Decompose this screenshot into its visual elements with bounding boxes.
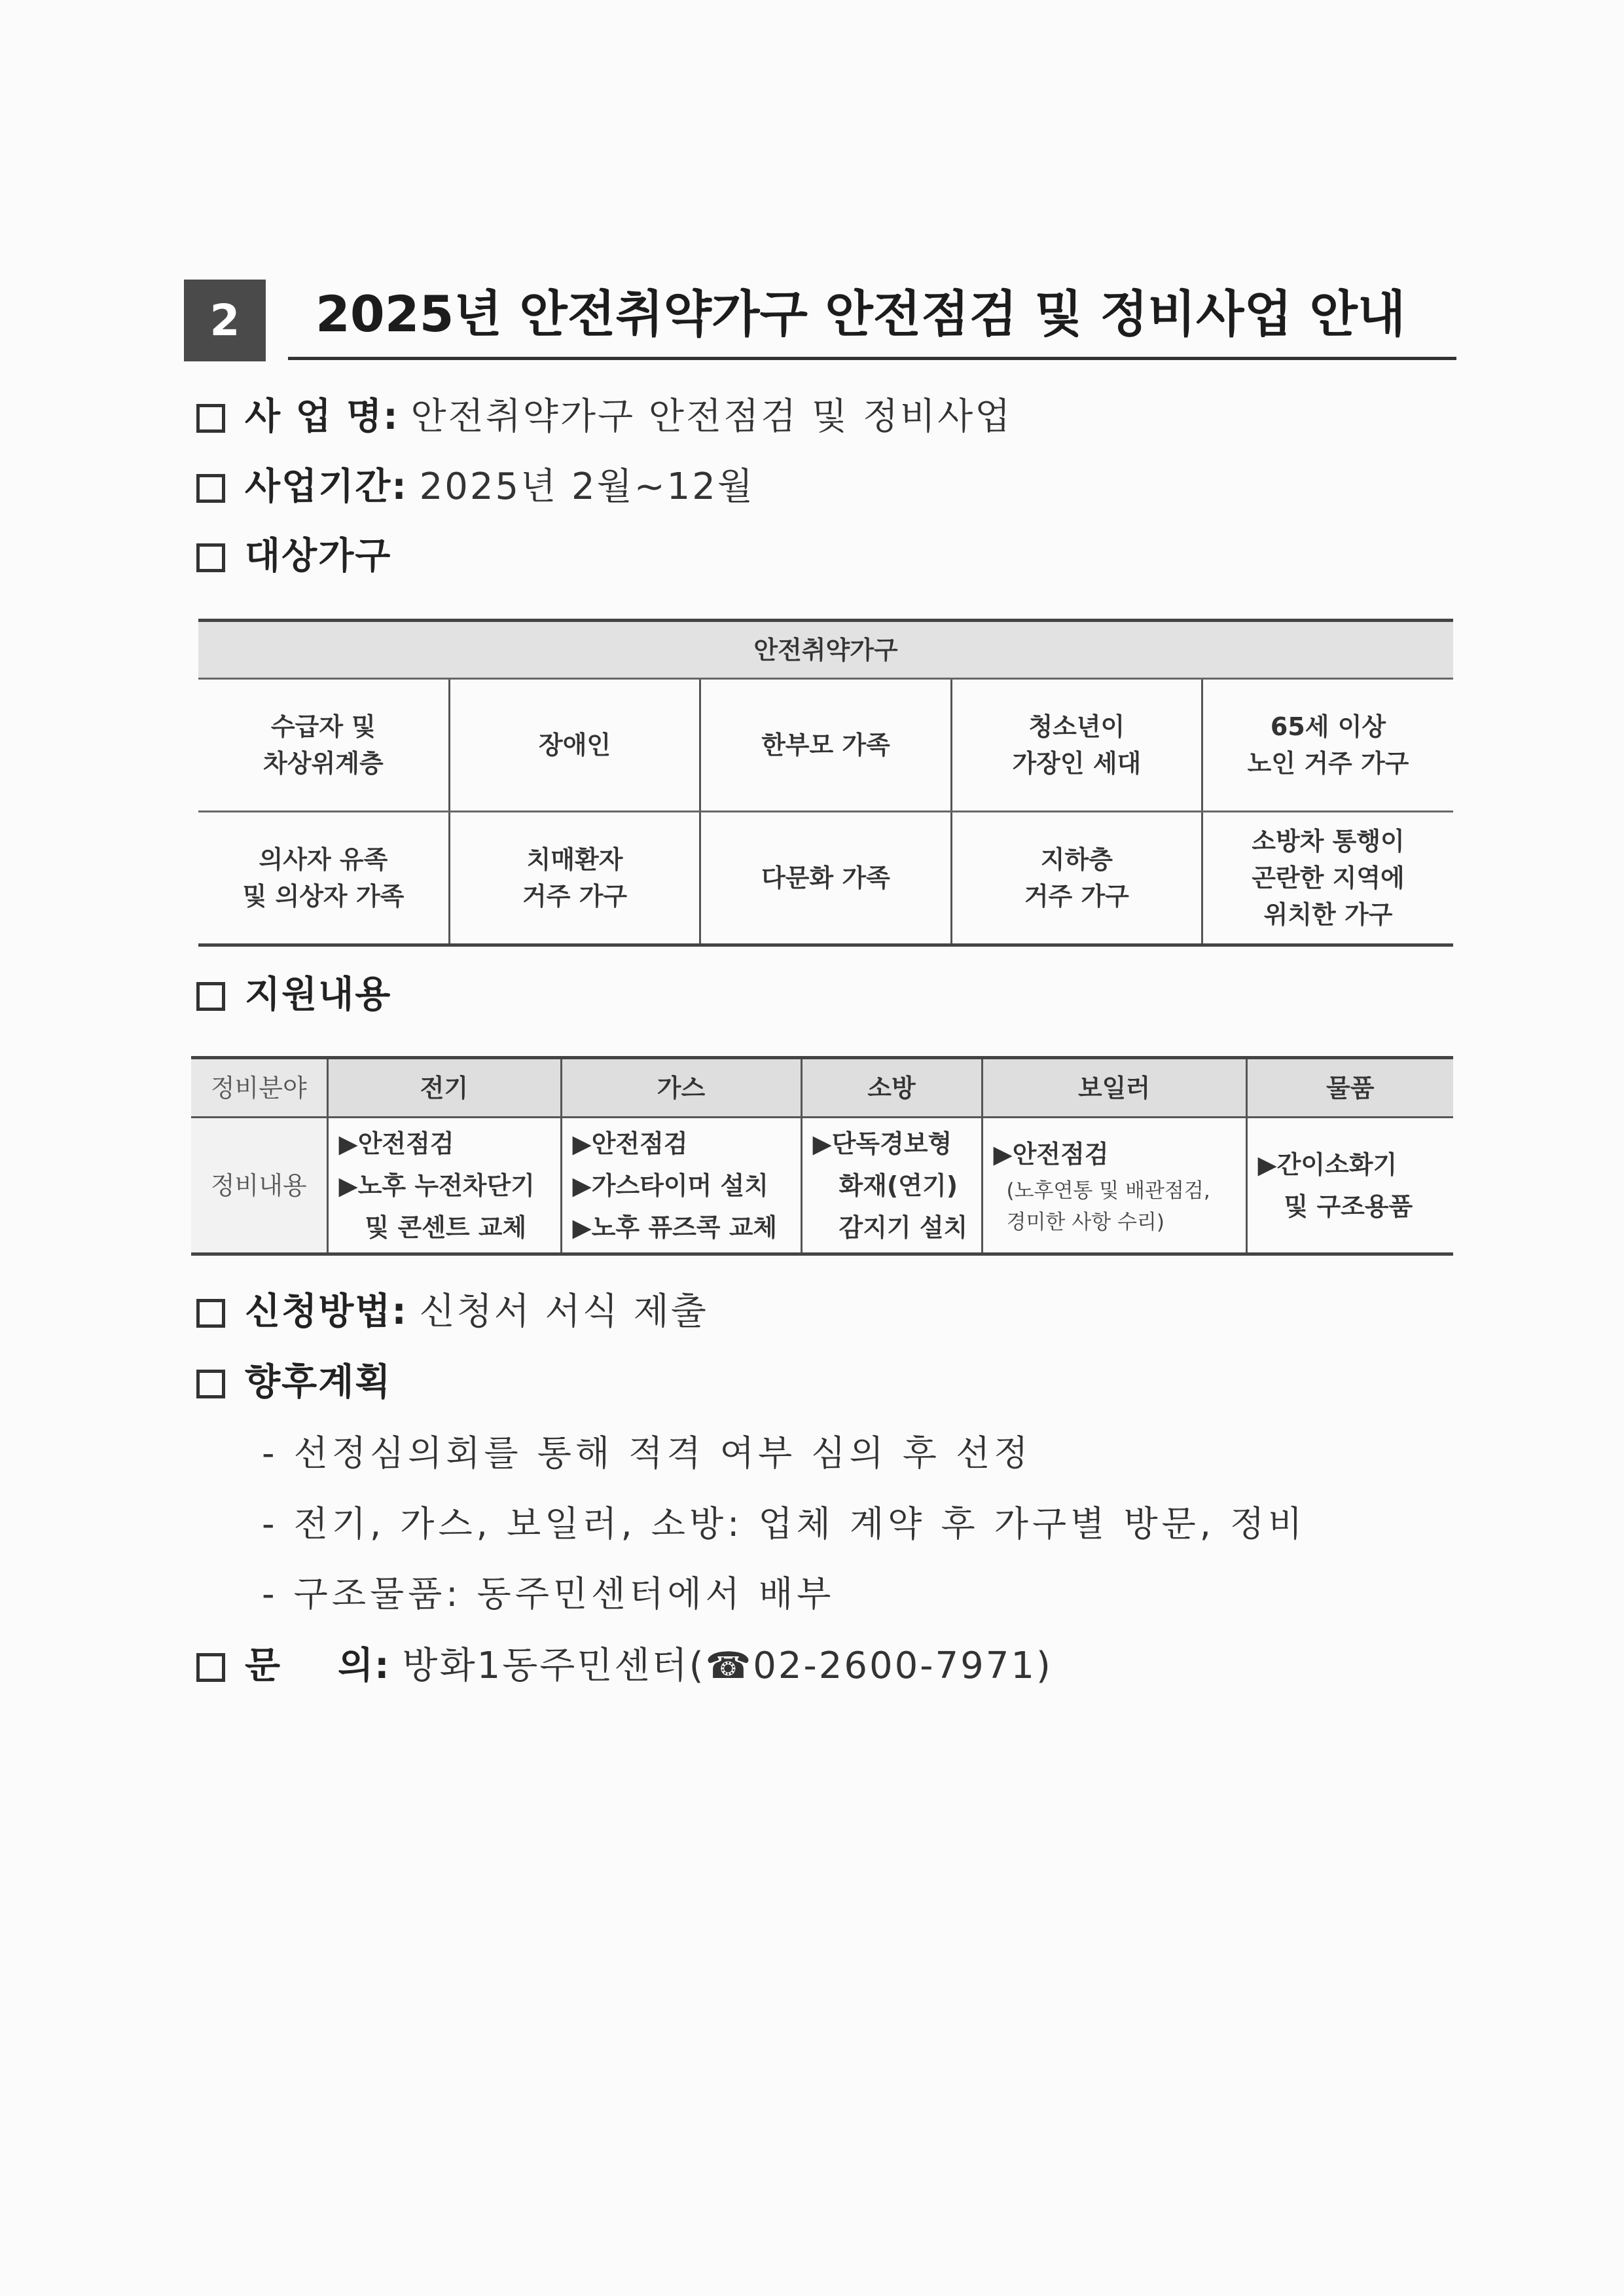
cell-text: 차상위계층	[263, 749, 384, 778]
cell-text: 65세 이상	[1270, 712, 1386, 741]
table-row	[198, 812, 1453, 945]
project-name-line	[196, 391, 1012, 443]
field-boiler: 보일러	[982, 1058, 1246, 1118]
table-cell	[198, 679, 449, 812]
table-cell	[951, 812, 1202, 945]
cell-text: 치매환자	[526, 845, 623, 874]
cell-text: 의사자 유족	[259, 845, 388, 874]
checkbox-icon	[196, 474, 225, 503]
period-label: 사업기간:	[245, 465, 408, 508]
cell-text: 및 의상자 가족	[242, 882, 405, 911]
cell-text: 청소년이	[1028, 712, 1125, 741]
table-cell	[700, 679, 951, 812]
cell-text: 거주 가구	[522, 882, 628, 911]
apply-value: 신청서 서식 제출	[419, 1290, 708, 1333]
period-value: 2025년 2월~12월	[419, 465, 755, 508]
cell-text: 가장인 세대	[1012, 749, 1142, 778]
title-underline	[288, 357, 1456, 360]
content-gas: ▶안전점검 ▶가스타이머 설치 ▶노후 퓨즈콕 교체	[561, 1118, 801, 1254]
target-households-table	[198, 619, 1453, 947]
checkbox-icon	[196, 404, 225, 433]
cell-text: 지하층	[1040, 845, 1113, 874]
checkbox-icon	[196, 1653, 225, 1682]
content-goods: ▶간이소화기 및 구조용품	[1246, 1118, 1453, 1254]
support-line	[196, 969, 391, 1021]
project-name-label: 사 업 명:	[245, 395, 399, 438]
table-row	[198, 679, 1453, 812]
target-line	[196, 530, 391, 583]
plan-item: - 전기, 가스, 보일러, 소방: 업체 계약 후 가구별 방문, 정비	[262, 1503, 1307, 1544]
plan-label: 향후계획	[245, 1361, 392, 1404]
table-cell	[1202, 812, 1453, 945]
cell-text: 노인 거주 가구	[1247, 749, 1409, 778]
table-cell	[449, 679, 700, 812]
apply-line	[196, 1286, 708, 1338]
plan-item: - 구조물품: 동주민센터에서 배부	[262, 1573, 835, 1614]
checkbox-icon	[196, 543, 225, 572]
checkbox-icon	[196, 1299, 225, 1328]
project-name-value: 안전취약가구 안전점검 및 정비사업	[410, 395, 1013, 438]
apply-label: 신청방법:	[245, 1290, 408, 1333]
support-label: 지원내용	[245, 974, 392, 1016]
table-cell	[700, 812, 951, 945]
inquiry-value: 방화1동주민센터(☎02-2600-7971)	[402, 1645, 1053, 1687]
plan-line	[196, 1357, 391, 1409]
cell-text: 곤란한 지역에	[1252, 864, 1405, 892]
table-row	[191, 1118, 1453, 1254]
field-goods: 물품	[1246, 1058, 1453, 1118]
cell-text: 한부모 가족	[761, 731, 890, 759]
content-boiler: ▶안전점검 (노후연통 및 배관점검, 경미한 사항 수리)	[982, 1118, 1246, 1254]
target-table-header: 안전취약가구	[198, 621, 1453, 679]
cell-text: 장애인	[539, 731, 611, 759]
field-gas: 가스	[561, 1058, 801, 1118]
support-content-table	[191, 1056, 1453, 1256]
field-fire: 소방	[801, 1058, 982, 1118]
table-cell	[951, 679, 1202, 812]
page-title: 2025년 안전취약가구 안전점검 및 정비사업 안내	[316, 285, 1406, 343]
plan-item: - 선정심의회를 통해 적격 여부 심의 후 선정	[262, 1432, 1032, 1474]
table-cell	[1202, 679, 1453, 812]
inquiry-label: 문 의:	[245, 1645, 391, 1687]
content-fire: ▶단독경보형 화재(연기) 감지기 설치	[801, 1118, 982, 1254]
cell-text: 위치한 가구	[1263, 900, 1393, 929]
inquiry-line	[196, 1640, 1053, 1692]
cell-text: 거주 가구	[1024, 882, 1129, 911]
content-electric: ▶안전점검 ▶노후 누전차단기 및 콘센트 교체	[327, 1118, 561, 1254]
cell-text: 다문화 가족	[761, 864, 890, 892]
table-cell	[198, 812, 449, 945]
period-line	[196, 461, 755, 513]
field-row-label: 정비분야	[191, 1058, 327, 1118]
section-number-badge: 2	[184, 280, 266, 361]
table-row	[191, 1058, 1453, 1118]
checkbox-icon	[196, 1370, 225, 1398]
checkbox-icon	[196, 982, 225, 1011]
cell-text: 소방차 통행이	[1252, 827, 1405, 856]
field-electric: 전기	[327, 1058, 561, 1118]
content-row-label: 정비내용	[191, 1118, 327, 1254]
target-label: 대상가구	[245, 535, 392, 577]
table-cell	[449, 812, 700, 945]
cell-text: 수급자 및	[270, 712, 376, 741]
